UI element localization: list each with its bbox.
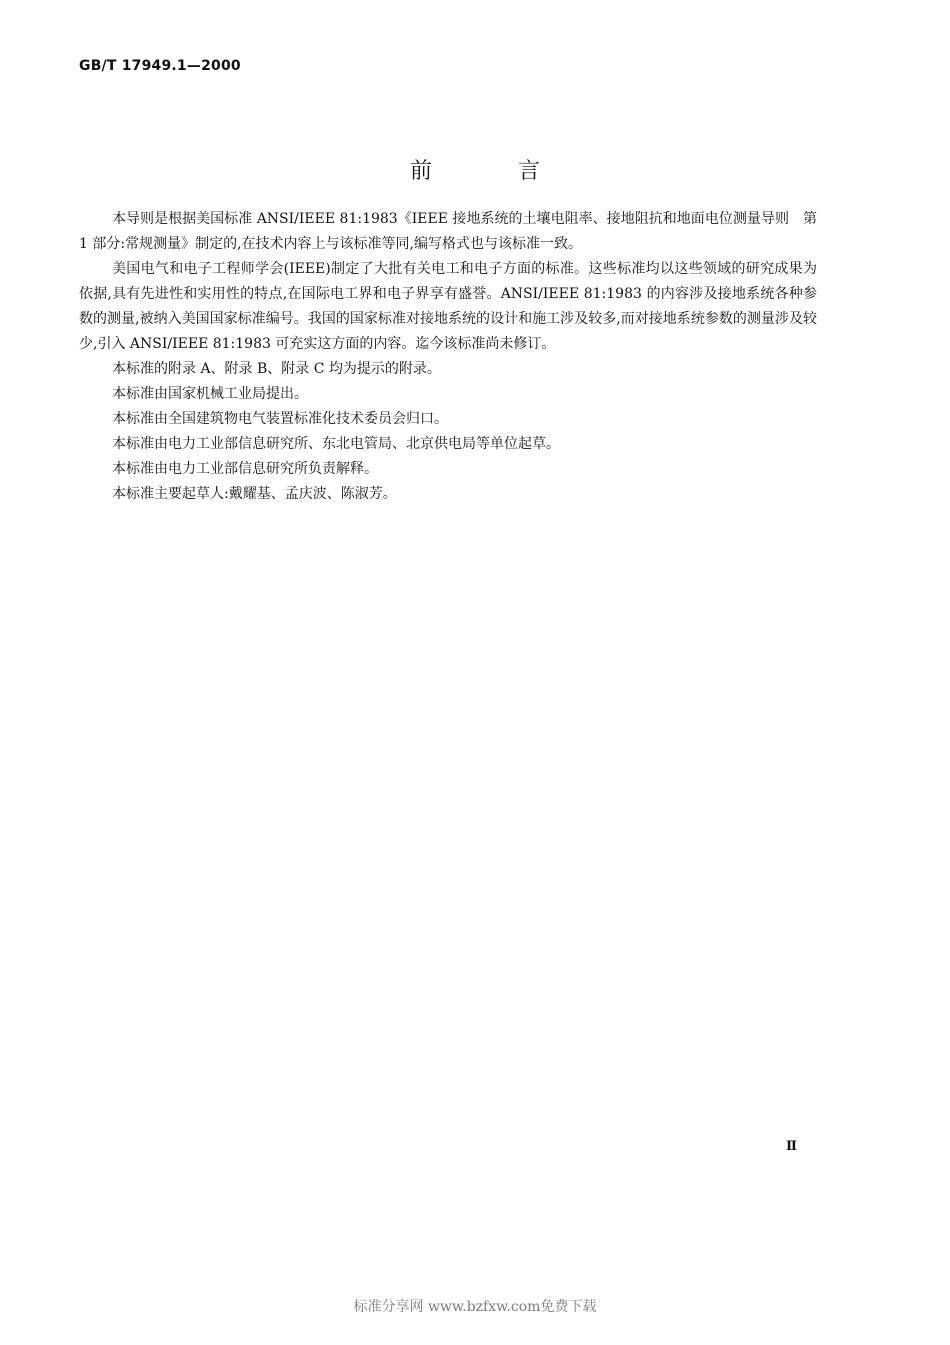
paragraph-interpretation: 本标准由电力工业部信息研究所负责解释。 bbox=[112, 461, 378, 477]
paragraph-committee: 本标准由全国建筑物电气装置标准化技术委员会归口。 bbox=[112, 411, 448, 427]
paragraph-ieee-background: 美国电气和电子工程师学会(IEEE)制定了大批有关电工和电子方面的标准。这些标准均以这些领域的研究成果为依据,具有先进性和实用性的特点,在国际电工界和电子界享有盛誉。ANSI/IEEE 81:1983 的内容涉及接地系统各种参数的测量,被纳入美国国家标准编号。我国的国家标准对接地系统的设计和施工涉及较多,而对接地系统参数的测量涉及较少,引入 ANSI/IEEE 81:1983 可充实这方面的内容。迄今该标准尚未修订。 bbox=[79, 261, 817, 352]
paragraph-drafters: 本标准主要起草人:戴耀基、孟庆波、陈淑芳。 bbox=[112, 486, 397, 502]
footer-watermark: 标准分享网 www.bzfxw.com免费下载 bbox=[353, 1299, 597, 1315]
paragraph-basis: 本导则是根据美国标准 ANSI/IEEE 81:1983《IEEE 接地系统的土壤电阻率、接地阻抗和地面电位测量导则 第 1 部分:常规测量》制定的,在技术内容上与该标准等同,编写格式也与该标准一致。 bbox=[79, 211, 817, 252]
page-title: 前言 bbox=[409, 159, 626, 184]
standard-code: GB/T 17949.1—2000 bbox=[79, 58, 241, 74]
foreword-body bbox=[79, 207, 817, 507]
page-number: Ⅱ bbox=[786, 1139, 797, 1154]
paragraph-drafting-units: 本标准由电力工业部信息研究所、东北电管局、北京供电局等单位起草。 bbox=[112, 436, 560, 452]
paragraph-proposer: 本标准由国家机械工业局提出。 bbox=[112, 386, 308, 402]
paragraph-appendices: 本标准的附录 A、附录 B、附录 C 均为提示的附录。 bbox=[112, 361, 441, 377]
